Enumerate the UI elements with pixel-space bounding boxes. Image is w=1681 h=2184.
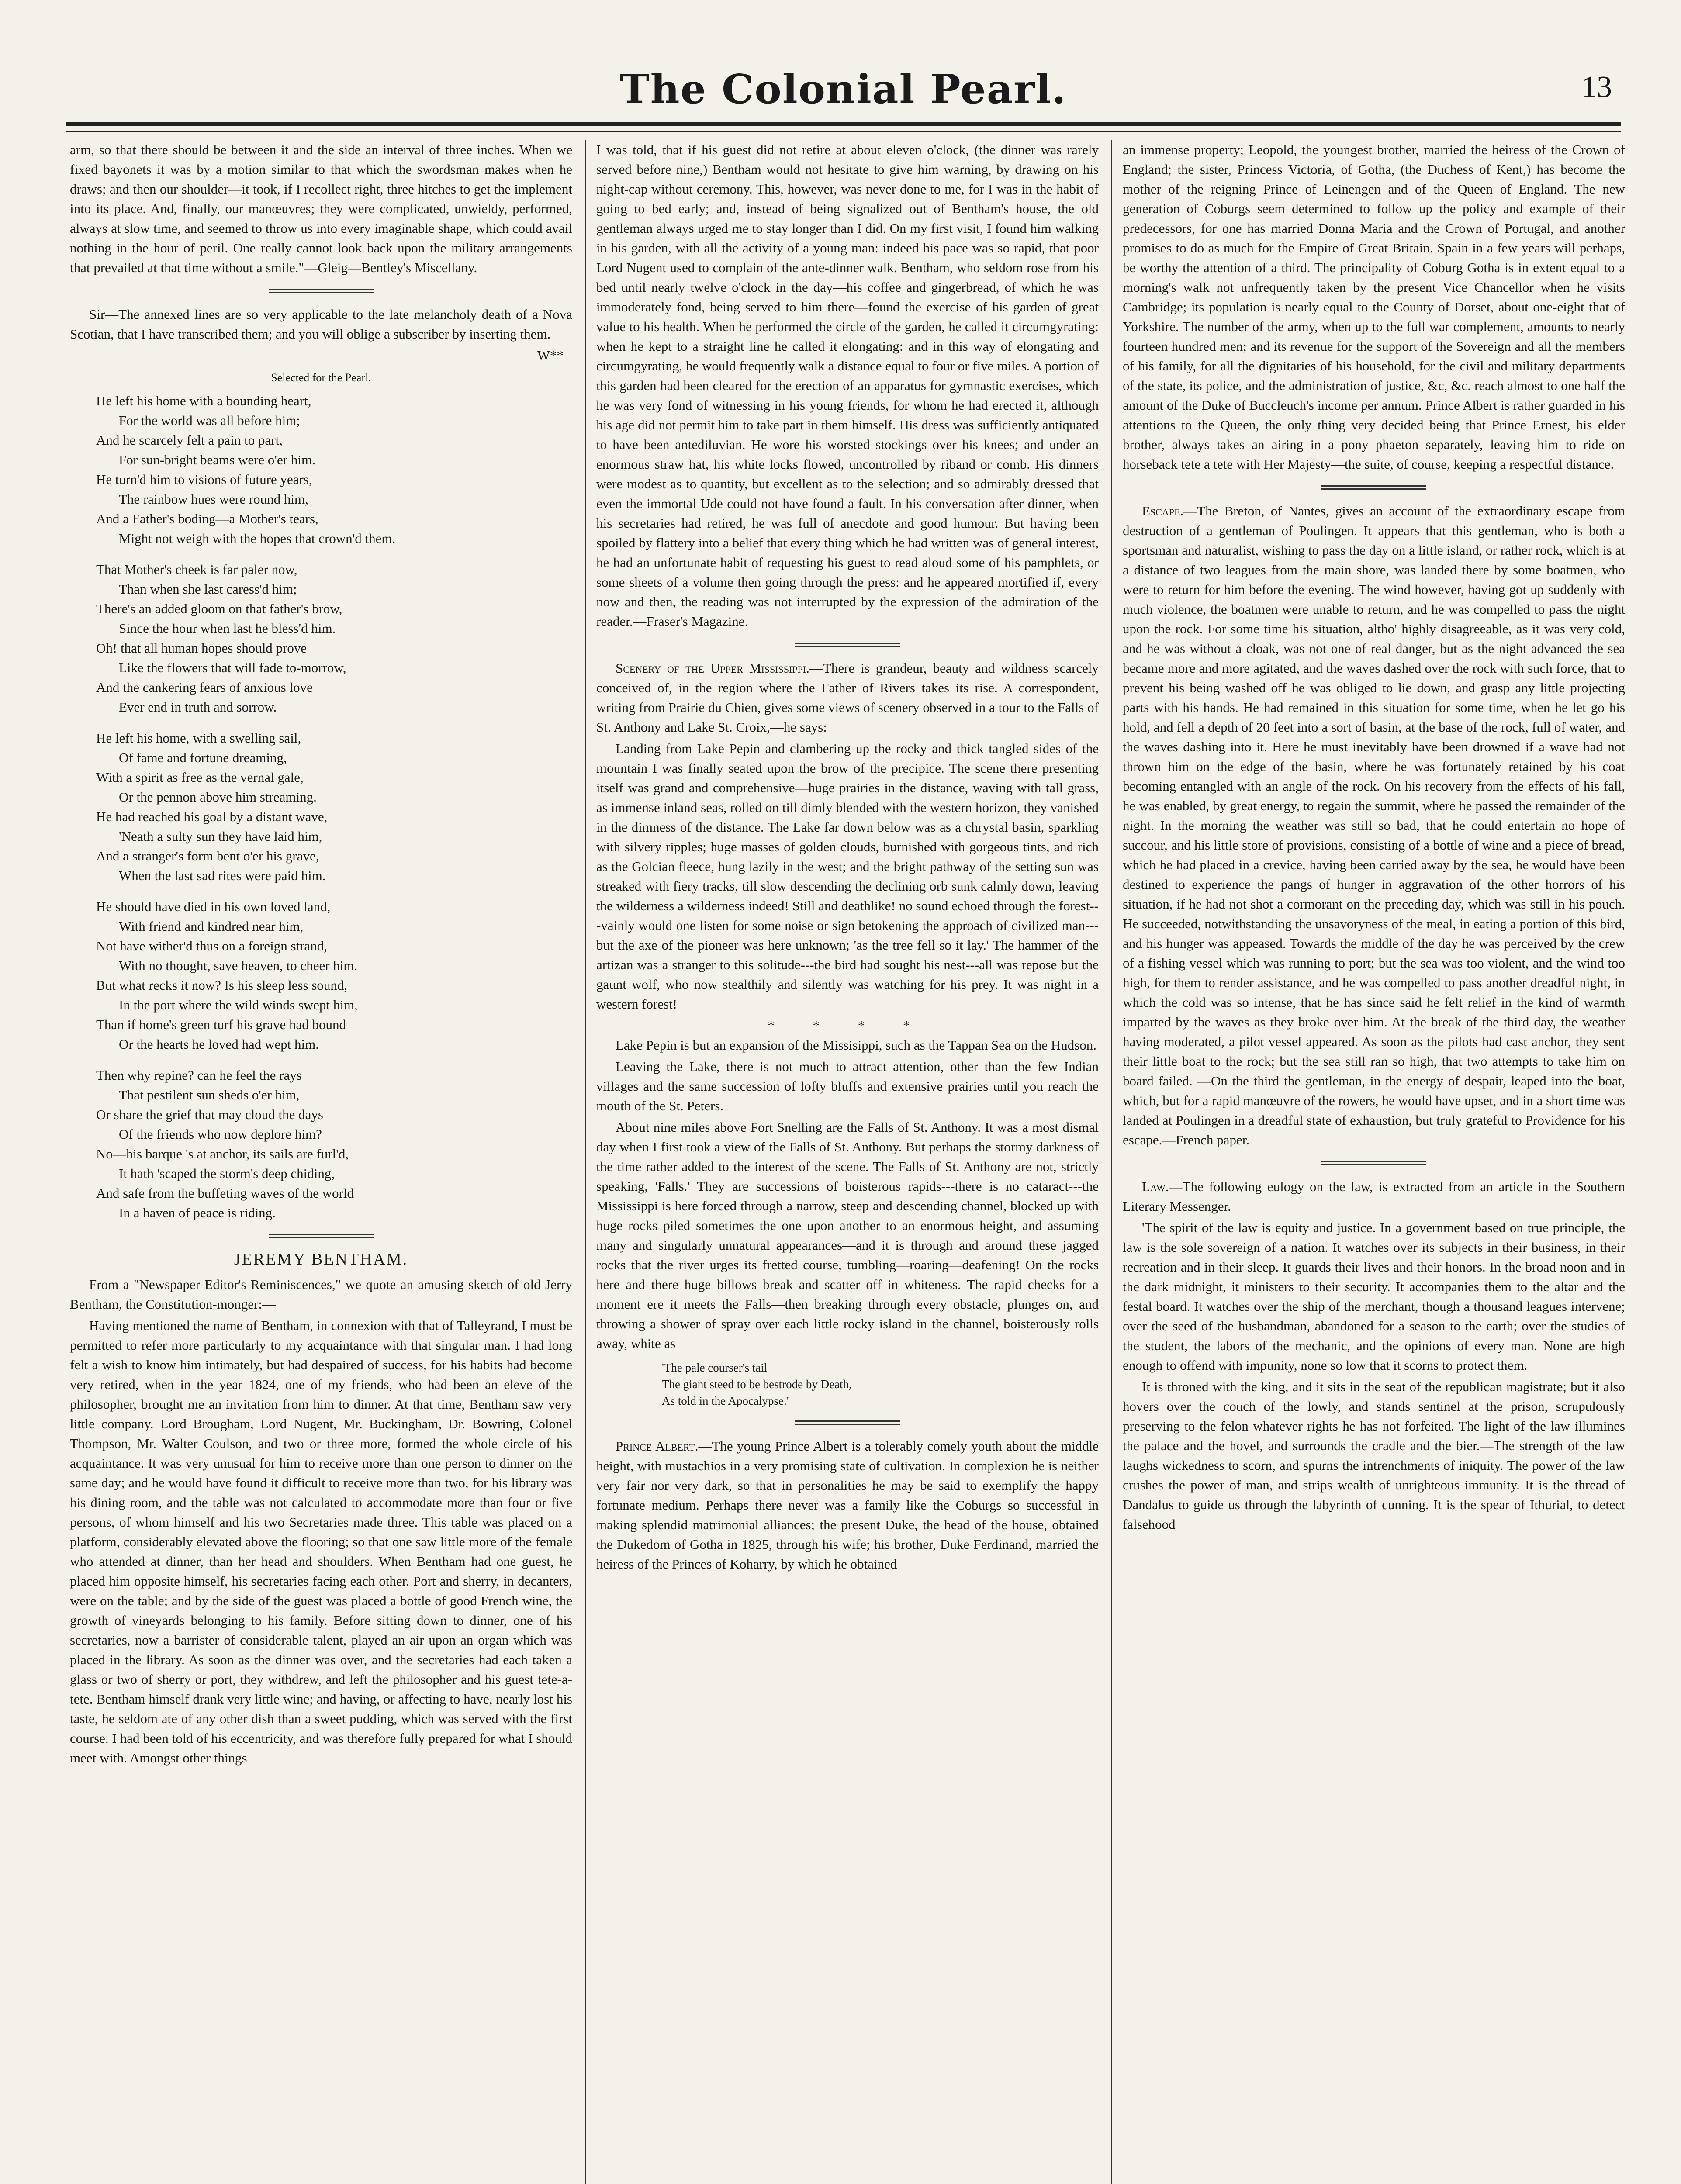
- section-separator: [795, 1420, 900, 1425]
- article-paragraph: From a "Newspaper Editor's Reminiscences," we quote an amusing sketch of old Jerry Bentham, the Constitution-monger:—: [70, 1277, 572, 1312]
- poem-line: Might not weigh with the hopes that crown'd them.: [119, 531, 396, 546]
- quote-block: [662, 1359, 1099, 1409]
- poem-line: Than when she last caress'd him;: [119, 581, 297, 597]
- article-paragraph: —The Breton, of Nantes, gives an account of the extraordinary escape from destruction of a gentleman of Poulingen. It appears that this gentleman, who is both a sportsman and naturalist, wishing to pass the day on a little island, or rather rock, which is at a distance of two leagues from the main shore, was landed there by some boatmen, who were to return for him before the evening. The wind however, having got up suddenly with much violence, the boatmen were unable to return, and he was compelled to pass the night upon the rock. For some time his situation, altho' highly disagreeable, as it was very cold, and he was without a cloak, was not one of real danger, but as the night advanced the sea became more and more agitated, and the waves dashed over the rock with such force, that to prevent his being washed off he was obliged to lie down, and grasp any little projecting parts with his hands. He had remained in this situation for some time, when he let go his hold, and fell a depth of 20 feet into a sort of basin, at the base of the rock, full of water, and the waves dashing into it. Here he must inevitably have been drowned if a wave had not thrown him on the edge of the basin, where he was fortunately retained by his coat becoming entangled with an angle of the rock. On his recovery from the effects of his fall, he was enabled, by great energy, to regain the summit, where he passed the remainder of the night. In the morning the weather was still so bad, that he could entertain no hope of succour, and his little store of provisions, consisting of a bottle of wine and a piece of bread, which he had placed in a crevice, having been carried away by the sea, he would have been destined to experience the pangs of hunger in aggravation of the other horrors of his situation, if he had not shot a cormorant on the preceding day, which was still in his pouch. He succeeded, notwithstanding the unsavoryness of the meal, in eating a portion of this bird, and his hunger was appeased. Towards the middle of the day he was perceived by the crew of a fishing vessel which was running to port; but the sea was too violent, and the wind too high, for them to render assistance, and he was compelled to pass another dreadful night, in which the cold was so intense, that he has since said he felt relief in the kind of warmth imparted by the waves as they broke over him. At the break of the third day, the weather having moderated, a pilot vessel appeared. As soon as the pilots had cast anchor, they sent their little boat to the rock; but the sea still ran so high, that two attempts to take him on board failed. —On the third the gentleman, in the energy of despair, leaped into the boat, which, but for a rapid manœuvre of the rowers, he would have upset, and in a short time was landed at Poulingen in a dreadful state of exhaustion, but truly grateful to Providence for his escape.—French paper.: [1123, 503, 1625, 1147]
- quote-line: 'The pale courser's tail: [662, 1361, 768, 1374]
- article-title: JEREMY BENTHAM.: [234, 1250, 408, 1268]
- poem-line: Ever end in truth and sorrow.: [119, 699, 277, 715]
- article-paragraph: an immense property; Leopold, the youngest brother, married the heiress of the Crown of England; the sister, Princess Victoria, of Gotha, (the Duchess of Kent,) has become the mother of the reigning Prince of Leinengen and of the Queen of England. The new generation of Coburgs seem determined to follow up the policy and example of their predecessors, for one has married Donna Maria and the Crown of Portugal, and another promises to do as much for the Empire of Great Britain. Spain in a few years will perhaps, be worthy the attention of a third. The principality of Coburg Gotha is in extent equal to a morning's walk not unfrequently taken by the present Vice Chancellor when he visits Cambridge; its population is nearly equal to the County of Dorset, about one-eight that of Yorkshire. The number of the army, when up to the full war complement, amounts to nearly fourteen hundred men; and its revenue for the support of the Sovereign and all the members of his family, for all the dignitaries of his household, for the civil and military departments of the state, its police, and the administration of justice, &c, &c. reach almost to one half the amount of the Duke of Buccleuch's income per annum. Prince Albert is rather guarded in his attentions to the Queen, the only thing very decided being that Prince Ernest, his elder brother, always takes an airing in a pony phaeton separately, leaving him to ride on horseback tete a tete with Her Majesty—the suite, of course, keeping a respectful distance.: [1123, 142, 1625, 472]
- section-separator: [269, 1234, 374, 1238]
- poem-line: Or the hearts he loved had wept him.: [119, 1037, 319, 1052]
- section-separator: [269, 289, 374, 293]
- section-heading: Scenery of the Upper Mississippi.: [616, 660, 809, 676]
- poem-stanza: [96, 560, 572, 717]
- poem-line: With no thought, save heaven, to cheer him.: [119, 958, 358, 973]
- poem-line: Than if home's green turf his grave had bound: [96, 1017, 346, 1032]
- poem-line: The rainbow hues were round him,: [119, 491, 308, 507]
- poem-line: He left his home with a bounding heart,: [96, 393, 311, 408]
- poem-line: For the world was all before him;: [119, 413, 300, 428]
- poem-stanza: [96, 897, 572, 1054]
- poem-line: In the port where the wild winds swept him,: [119, 997, 358, 1013]
- article-paragraph: —The young Prince Albert is a tolerably comely youth about the middle height, with mustachios in a very promising state of cultivation. In complexion he is neither very fair nor very dark, so that in personalities he may be said to exemplify the happy fortunate medium. Perhaps there never was a family like the Coburgs so successful in making splendid matrimonial alliances; the present Duke, the head of the house, obtained the Dukedom of Gotha in 1825, through his wife; his brother, Duke Ferdinand, married the heiress of the Princes of Koharry, by which he obtained: [596, 1438, 1099, 1572]
- poem-line: Or the pennon above him streaming.: [119, 789, 317, 805]
- article-paragraph: Leaving the Lake, there is not much to attract attention, other than the few Indian villages and the same succession of lofty bluffs and extensive prairies until you reach the mouth of the St. Peters.: [596, 1059, 1099, 1113]
- article-paragraph: Lake Pepin is but an expansion of the Missisippi, such as the Tappan Sea on the Hudson.: [616, 1037, 1097, 1053]
- header-rule-thick: [66, 122, 1621, 126]
- article-paragraph: —There is grandeur, beauty and wildness scarcely conceived of, in the region where the Father of Rivers takes its rise. A correspondent, writing from Prairie du Chien, gives some views of scenery observed in a tour to the Falls of St. Anthony and Lake St. Croix,—he says:: [596, 660, 1099, 735]
- section-separator: [1321, 1161, 1426, 1165]
- section-separator: [1321, 485, 1426, 490]
- poem-line: Like the flowers that will fade to-morrow,: [119, 660, 346, 675]
- poem-line: Of fame and fortune dreaming,: [119, 750, 287, 765]
- column-1: [70, 140, 572, 2184]
- quote-line: As told in the Apocalypse.': [662, 1394, 789, 1407]
- poem-line: That Mother's cheek is far paler now,: [96, 562, 297, 577]
- poem-stanza: [96, 728, 572, 885]
- page-number: 13: [1581, 70, 1612, 104]
- poem-line: There's an added gloom on that father's brow,: [96, 601, 342, 616]
- poem-line: And the cankering fears of anxious love: [96, 680, 313, 695]
- column-2: [596, 140, 1099, 2184]
- poem-line: He turn'd him to visions of future years,: [96, 472, 312, 487]
- poem-line: But what recks it now? Is his sleep less sound,: [96, 978, 348, 993]
- section-heading: Prince Albert.: [616, 1438, 699, 1454]
- poem-line: For sun-bright beams were o'er him.: [119, 452, 315, 467]
- poem-line: And a stranger's form bent o'er his grave,: [96, 848, 319, 864]
- poem-line: 'Neath a sulty sun they have laid him,: [119, 829, 322, 844]
- article-paragraph: I was told, that if his guest did not retire at about eleven o'clock, (the dinner was rarely served before nine,) Bentham would not hesitate to give him warning, by drawing on his night-cap without ceremony. This, however, was never done to me, for I was in the habit of going to bed early; and, instead of being signalized out of Bentham's house, the old gentleman always urged me to stay longer than I did. On my first visit, I found him walking in his garden, with all the activity of a young man: indeed his pace was so rapid, that poor Lord Nugent used to complain of the ante-dinner walk. Bentham, who seldom rose from his bed until nearly twelve o'clock in the day—his coffee and gingerbread, of which he was immoderately fond, being served to him there—found the exercise of his garden of great value to his health. When he performed the circle of the garden, he called it circumgyrating: when he kept to a straight line he called it elongating: and in this way of elongating and circumgyrating, he would frequently walk a distance equal to four or five miles. A portion of this garden had been cleared for the erection of an apparatus for gymnastic exercises, which he was very fond of witnessing in his young friends, for whom he had erected it, although his age did not permit him to take part in them himself. His dress was sufficiently antiquated to have been antediluvian. He wore his worsted stockings over his knees; and under an enormous straw hat, his white locks flowed, uncontrolled by riband or comb. His dinners were modest as to quantity, but excellent as to the selection; and so admirably dressed that even the immortal Ude could not have found a fault. In his conversation after dinner, when his secretaries had retired, he was full of anecdote and good humour. But having been spoiled by flattery into a belief that every thing which he had written was of general interest, he had an unfortunate habit of requesting his guest to read aloud some of his pamphlets, or some sheets of a volume then going through the press: and he appeared mortified if, every now and then, the reading was not interrupted by the expression of the admiration of the reader.—Fraser's Magazine.: [596, 142, 1099, 629]
- poem-line: Since the hour when last he bless'd him.: [119, 621, 336, 636]
- article-paragraph: About nine miles above Fort Snelling are the Falls of St. Anthony. It was a most dismal day when I first took a view of the Falls of St. Anthony. But perhaps the stormy darkness of the time rather added to the interest of the scene. The Falls of St. Anthony are not, strictly speaking, 'Falls.' They are successions of boisterous rapids---there is no cataract---the Mississippi is here forced through a narrow, steep and descending channel, blocked up with huge rocks piled sometimes the one upon another to an enormous height, and assuming many and singularly unnatural appearances—and it is through and around these jagged rocks that the river urges its fretted course, tumbling—roaring—deafening! On the rocks here and there huge billows break and scatter off in whiteness. The rapid checks for a moment ere it meets the Falls—then breaking through every obstacle, plunges on, and throwing a shower of spray over each little rocky island in the channel, boisterously rolls away, white as: [596, 1120, 1099, 1351]
- poem-line: Then why repine? can he feel the rays: [96, 1068, 302, 1083]
- poem-line: When the last sad rites were paid him.: [119, 868, 326, 883]
- poem-line: Not have wither'd thus on a foreign strand,: [96, 938, 328, 954]
- masthead-title: The Colonial Pearl.: [619, 66, 1067, 113]
- poem-line: In a haven of peace is riding.: [119, 1205, 276, 1220]
- column-divider: [1111, 140, 1112, 2184]
- column-3: [1123, 140, 1625, 2184]
- poem-line: He had reached his goal by a distant wave,: [96, 809, 328, 824]
- poem-line: It hath 'scaped the storm's deep chiding,: [119, 1166, 335, 1181]
- section-heading: Law.: [1142, 1179, 1169, 1194]
- letter-signature: W**: [537, 348, 564, 363]
- article-paragraph: arm, so that there should be between it and the side an interval of three inches. When we fixed bayonets it was by a motion similar to that which the swordsman makes when he draws; and then our shoulder—it took, if I recollect right, three hitches to get the implement into its place. And, finally, our manœuvres; they were complicated, unwieldy, performed, always at slow time, and seemed to throw us into every imaginable shape, which could avail nothing in the hour of peril. One really cannot look back upon the military arrangements that prevailed at that time without a smile."—Gleig—Bentley's Miscellany.: [70, 142, 572, 275]
- poem-stanza: [96, 1065, 572, 1223]
- asterism: * * * *: [768, 1018, 927, 1033]
- article-paragraph: —The following eulogy on the law, is extracted from an article in the Southern Literary Messenger.: [1123, 1179, 1625, 1214]
- poem-line: Of the friends who now deplore him?: [119, 1127, 322, 1142]
- section-heading: Escape.: [1142, 503, 1184, 518]
- letter-paragraph: Sir—The annexed lines are so very applicable to the late melancholy death of a Nova Scotian, that I have transcribed them; and you will oblige a subscriber by inserting them.: [70, 307, 572, 342]
- poem-line: With a spirit as free as the vernal gale,: [96, 770, 304, 785]
- header-rule-thin: [66, 131, 1621, 132]
- poem-line: Oh! that all human hopes should prove: [96, 640, 307, 656]
- poem-line: No—his barque 's at anchor, its sails are furl'd,: [96, 1146, 349, 1161]
- poem-line: And safe from the buffeting waves of the world: [96, 1185, 354, 1201]
- article-paragraph: It is throned with the king, and it sits in the seat of the republican magistrate; but it also hovers over the couch of the lowly, and stands sentinel at the prison, scrupulously preserving to the felon whatever rights he has not forfeited. The light of the law illumines the palace and the hovel, and surrounds the cradle and the bier.—The strength of the law laughs wickedness to scorn, and spurns the intrenchments of iniquity. The power of the law crushes the power of man, and strips wealth of unrighteous immunity. It is the thread of Dandalus to guide us through the labyrinth of cunning. It is the spear of Ithurial, to detect falsehood: [1123, 1379, 1625, 1532]
- article-paragraph: Having mentioned the name of Bentham, in connexion with that of Talleyrand, I must be permitted to refer more particularly to my acquaintance with that singular man. I had long felt a wish to know him intimately, but had despaired of success, for his habits had become very retired, when in the year 1824, one of my friends, who had been an eleve of the philosopher, brought me an invitation from him to dinner. At that time, Bentham saw very little company. Lord Brougham, Lord Nugent, Mr. Buckingham, Dr. Bowring, Colonel Thompson, Mr. Walter Coulson, and two or three more, formed the whole circle of his acquaintance. It was very unusual for him to receive more than one person to dinner on the same day; and he would have found it difficult to receive more than two, for his library was his dining room, and the table was not calculated to accommodate more than four or five persons, of whom himself and his two Secretaries made three. This table was placed on a platform, considerably elevated above the flooring; so that one saw little more of the female who attended at dinner, than her head and shoulders. When Bentham had one guest, he placed him opposite himself, his secretaries facing each other. Port and sherry, in decanters, were on the table; and by the side of the guest was placed a bottle of good French wine, the growth of vineyards belonging to his family. Before sitting down to dinner, one of his secretaries, now a barrister of considerable talent, played an air upon an organ which was placed in the library. As soon as the dinner was over, and the secretaries had each taken a glass or two of sherry or port, they withdrew, and left the philosopher and his guest tete-a-tete. Bentham himself drank very little wine; and having, or affecting to have, nearly lost his taste, he seldom ate of any other dish than a sweet pudding, which was served with the first course. I had been told of his eccentricity, and was therefore fully prepared for what I should meet with. Amongst other things: [70, 1318, 572, 1766]
- poem-stanza: [96, 391, 572, 548]
- page-header: [66, 57, 1621, 131]
- article-paragraph: 'The spirit of the law is equity and justice. In a government based on true principle, the law is the sole sovereign of a nation. It watches over its subjects in their business, in their recreation and in their sleep. It guards their lives and their honors. In the broad noon and in the dark midnight, it ministers to their security. It accompanies them to the altar and the festal board. It watches over the ship of the merchant, though a thousand leagues intervene; over the seed of the husbandman, abandoned for a season to the earth; over the studies of the student, the labors of the mechanic, and the opinions of every man. None are high enough to offend with impunity, none so low that it scorns to protect them.: [1123, 1220, 1625, 1373]
- poem-line: And a Father's boding—a Mother's tears,: [96, 511, 318, 526]
- selected-note: Selected for the Pearl.: [271, 371, 371, 384]
- poem-line: He left his home, with a swelling sail,: [96, 730, 301, 746]
- article-paragraph: Landing from Lake Pepin and clambering up the rocky and thick tangled sides of the mountain I was finally seated upon the brow of the precipice. The scene there presenting itself was grand and comprehensive—huge prairies in the distance, waving with tall grass, as immense inland seas, rolled on till dimly blended with the western horizon, they vanished in the dimness of the distance. The Lake far down below was as a chrystal basin, sparkling with silvery ripples; huge masses of golden clouds, burnished with gorgeous tints, and rich as the Golcian fleece, hung lazily in the west; and the bright pathway of the setting sun was streaked with fiery tracks, till slow descending the declining orb sunk calmly down, leaving the wilderness a wilderness indeed! Still and deathlike! no sound echoed through the forest---vainly would one listen for some noise or sign betokening the approach of civilized man---but the axe of the pioneer was here unknown; 'as the tree fell so it lay.' The hammer of the artizan was a stranger to this solitude---the bird had sought his nest---all was repose but the gaunt wolf, who now stealthily and silently was watching for his prey. It was night in a western forest!: [596, 741, 1099, 1012]
- poem-line: He should have died in his own loved land,: [96, 899, 331, 914]
- section-separator: [795, 643, 900, 647]
- poem-line: With friend and kindred near him,: [119, 919, 304, 934]
- column-divider: [585, 140, 586, 2184]
- poem-line: And he scarcely felt a pain to part,: [96, 432, 283, 448]
- poem-line: Or share the grief that may cloud the days: [96, 1107, 323, 1122]
- poem-line: That pestilent sun sheds o'er him,: [119, 1087, 300, 1102]
- newspaper-columns: [70, 140, 1625, 2184]
- quote-line: The giant steed to be bestrode by Death,: [662, 1378, 852, 1391]
